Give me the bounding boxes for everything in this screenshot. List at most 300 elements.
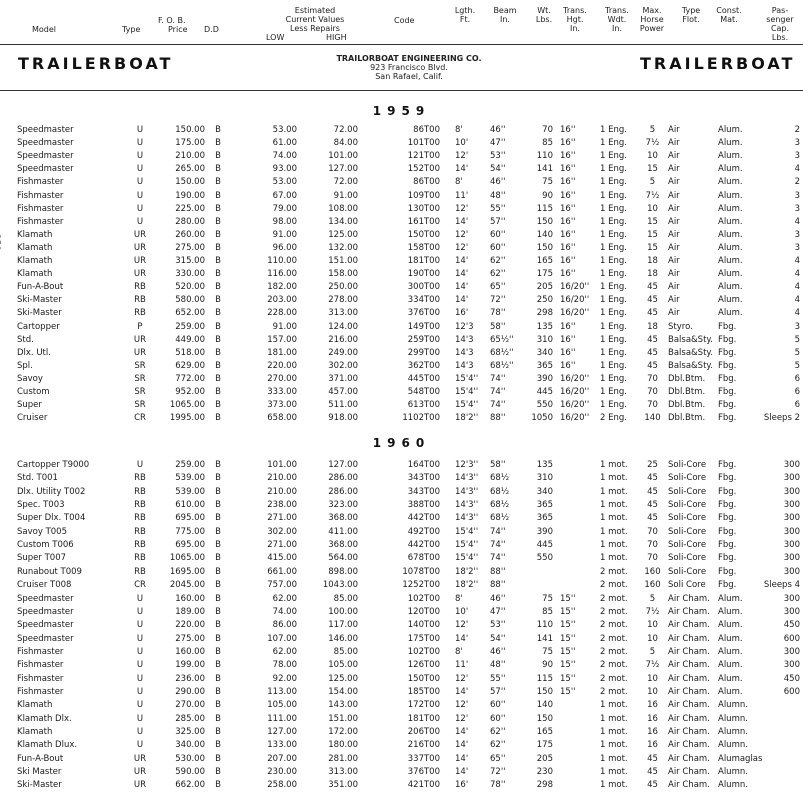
cell-model: Savoy	[17, 373, 43, 384]
cell-low: 373.00	[267, 400, 297, 411]
cell-high: 898.00	[328, 566, 358, 577]
col-wdt: Wdt.	[607, 15, 627, 24]
cell-wt: 75	[542, 593, 553, 604]
cell-lgth: 14'3''	[455, 473, 479, 484]
cell-lgth: 12'	[455, 151, 469, 162]
cell-low: 107.00	[267, 633, 297, 644]
cell-hp: 45	[647, 513, 658, 524]
cell-code: 121T00	[407, 151, 440, 162]
cell-dd: B	[215, 229, 221, 240]
table-row	[0, 136, 803, 150]
cell-mat: Fbg.	[718, 360, 737, 371]
cell-wt: 135	[536, 321, 553, 332]
table-row	[0, 511, 803, 525]
cell-dd: B	[215, 686, 221, 697]
cell-hp: 70	[647, 400, 658, 411]
cell-type: U	[136, 125, 144, 135]
cell-code: 1252T00	[402, 580, 440, 591]
cell-price: 236.00	[175, 673, 205, 684]
cell-hgt: 15''	[560, 633, 576, 644]
cell-low: 93.00	[272, 164, 297, 175]
table-row	[0, 578, 803, 592]
cell-wt: 298	[536, 780, 553, 791]
cell-lgth: 14'	[455, 727, 469, 737]
cell-mat: Alumn.	[718, 740, 748, 751]
cell-flot: Dbl.Btm.	[668, 387, 706, 397]
cell-beam: 58''	[490, 460, 506, 470]
cell-model: Cruiser T008	[17, 580, 72, 591]
col-model: Model	[32, 25, 57, 34]
table-row	[0, 346, 803, 360]
cell-hgt: 16/20''	[560, 295, 590, 306]
cell-hp: 45	[647, 282, 658, 293]
cell-lgth: 14'3''	[455, 486, 479, 497]
cell-beam: 74''	[490, 387, 506, 397]
cell-price: 772.00	[175, 373, 205, 384]
company-city: San Rafael, Calif.	[375, 72, 443, 81]
table-row	[0, 189, 803, 203]
cell-price: 220.00	[175, 620, 205, 631]
cell-lgth: 14'	[455, 740, 469, 751]
table-row	[0, 485, 803, 499]
table-row	[0, 411, 803, 425]
table-row	[0, 175, 803, 189]
cell-wt: 90	[542, 190, 553, 201]
cell-mat: Alum.	[718, 308, 743, 319]
cell-hp: 5	[649, 125, 656, 135]
cell-dd: B	[215, 138, 221, 149]
cell-mat: Fbg.	[718, 500, 737, 511]
cell-model: Speedmaster	[17, 164, 74, 175]
cell-mat: Alum.	[718, 593, 743, 604]
cell-hgt: 15''	[560, 620, 576, 631]
cell-low: 220.00	[267, 360, 297, 371]
cell-beam: 88''	[490, 580, 506, 591]
cell-low: 203.00	[267, 295, 297, 306]
cell-cap: 6	[794, 387, 800, 397]
cell-price: 285.00	[175, 713, 205, 724]
cell-lgth: 12'3	[455, 321, 474, 332]
cell-dd: B	[215, 203, 221, 214]
cell-code: 492T00	[407, 526, 440, 537]
cell-type: RB	[134, 513, 146, 524]
cell-beam: 62''	[490, 269, 506, 280]
cell-mat: Alum.	[718, 164, 743, 175]
cell-dd: B	[215, 282, 221, 293]
cell-dd: B	[215, 321, 221, 332]
cell-hgt: 15''	[560, 646, 576, 657]
cell-wt: 75	[542, 646, 553, 657]
cell-price: 150.00	[175, 125, 205, 135]
cell-model: Spec. T003	[17, 500, 65, 511]
col-less-repairs: Less Repairs	[290, 24, 340, 33]
cell-trans: 1 mot.	[600, 700, 628, 711]
cell-model: Klamath Dlx.	[17, 713, 72, 724]
cell-wt: 550	[536, 400, 553, 411]
cell-wt: 550	[536, 553, 553, 564]
cell-beam: 55''	[490, 203, 506, 214]
cell-high: 85.00	[333, 593, 358, 604]
cell-dd: B	[215, 413, 221, 424]
cell-hp: 18	[647, 269, 658, 280]
cell-price: 449.00	[175, 334, 205, 345]
cell-model: Speedmaster	[17, 593, 74, 604]
table-row	[0, 385, 803, 399]
cell-high: 172.00	[328, 727, 358, 737]
cell-wt: 310	[536, 334, 553, 345]
cell-model: Fishmaster	[17, 203, 64, 214]
cell-price: 695.00	[175, 540, 205, 551]
cell-model: Klamath	[17, 269, 53, 280]
cell-high: 564.00	[328, 553, 358, 564]
cell-hgt: 16''	[560, 256, 576, 266]
cell-beam: 68½	[490, 513, 510, 524]
cell-low: 271.00	[267, 513, 297, 524]
cell-type: RB	[134, 553, 146, 564]
cell-wt: 70	[542, 125, 553, 135]
cell-code: 190T00	[407, 269, 440, 280]
cell-wt: 365	[536, 500, 553, 511]
cell-mat: Alum.	[718, 229, 743, 240]
cell-high: 125.00	[328, 229, 358, 240]
cell-flot: Air Cham.	[668, 767, 710, 778]
cell-dd: B	[215, 242, 221, 253]
cell-lgth: 12'	[455, 700, 469, 711]
table-row	[0, 565, 803, 579]
cell-mat: Alum.	[718, 203, 743, 214]
cell-beam: 57''	[490, 686, 506, 697]
manufacturer-address	[324, 54, 494, 81]
cell-wt: 310	[536, 473, 553, 484]
cell-dd: B	[215, 780, 221, 791]
cell-cap: 5	[794, 334, 800, 345]
cell-beam: 78''	[490, 780, 506, 791]
cell-low: 302.00	[267, 526, 297, 537]
cell-lgth: 15'4''	[455, 387, 479, 397]
cell-model: Speedmaster	[17, 620, 74, 631]
cell-mat: Alum.	[718, 242, 743, 253]
cell-beam: 48''	[490, 190, 506, 201]
cell-price: 175.00	[175, 138, 205, 149]
cell-wt: 150	[536, 242, 553, 253]
cell-cap: 6	[794, 373, 800, 384]
col-senger: senger	[766, 15, 794, 24]
cell-trans: 1 Eng.	[600, 295, 627, 306]
cell-flot: Balsa&Sty.	[668, 334, 713, 345]
company-name: TRAILORBOAT ENGINEERING CO.	[336, 54, 482, 63]
table-row	[0, 605, 803, 619]
cell-model: Super Dlx. T004	[17, 513, 86, 524]
cell-flot: Soli-Core	[668, 473, 707, 484]
cell-wt: 250	[536, 295, 553, 306]
cell-type: RB	[134, 282, 146, 293]
cell-hp: 15	[647, 216, 658, 227]
table-row	[0, 738, 803, 752]
cell-high: 351.00	[328, 780, 358, 791]
cell-dd: B	[215, 308, 221, 319]
cell-code: 216T00	[407, 740, 440, 751]
cell-low: 210.00	[267, 486, 297, 497]
cell-trans: 1 mot.	[600, 486, 628, 497]
col-code: Code	[394, 16, 415, 25]
cell-dd: B	[215, 727, 221, 737]
cell-model: Runabout T009	[17, 566, 82, 577]
cell-lgth: 14'	[455, 216, 469, 227]
cell-cap: 300	[783, 593, 800, 604]
cell-price: 539.00	[175, 486, 205, 497]
cell-hgt: 16''	[560, 125, 576, 135]
cell-trans: 2 mot.	[600, 673, 628, 684]
cell-flot: Air	[668, 177, 680, 188]
cell-beam: 74''	[490, 553, 506, 564]
cell-hp: 10	[647, 620, 658, 631]
cell-hp: 70	[647, 553, 658, 564]
cell-cap: 600	[783, 686, 800, 697]
cell-model: Dlx. Utl.	[17, 347, 51, 358]
cell-high: 101.00	[328, 151, 358, 162]
cell-low: 53.00	[272, 125, 297, 135]
cell-price: 225.00	[175, 203, 205, 214]
cell-cap: 300	[783, 606, 800, 617]
cell-model: Fishmaster	[17, 660, 64, 671]
cell-lgth: 15'4''	[455, 540, 479, 551]
cell-mat: Fbg.	[718, 347, 737, 358]
cell-model: Cruiser	[17, 413, 48, 424]
cell-model: Fun-A-Bout	[17, 753, 64, 764]
cell-model: Ski-Master	[17, 308, 62, 319]
cell-code: 442T00	[407, 513, 440, 524]
cell-flot: Air	[668, 269, 680, 280]
cell-code: 149T00	[407, 321, 440, 332]
cell-type: SR	[134, 360, 146, 371]
cell-price: 1065.00	[169, 400, 205, 411]
cell-price: 265.00	[175, 164, 205, 175]
cell-wt: 141	[536, 164, 553, 175]
cell-lgth: 14'	[455, 686, 469, 697]
cell-wt: 340	[536, 486, 553, 497]
cell-price: 695.00	[175, 513, 205, 524]
cell-low: 228.00	[267, 308, 297, 319]
cell-trans: 1 Eng.	[600, 360, 627, 371]
cell-mat: Alum.	[718, 216, 743, 227]
table-row	[0, 254, 803, 268]
cell-beam: 46''	[490, 177, 506, 188]
cell-cap: 3	[794, 138, 800, 149]
cell-flot: Air Cham.	[668, 740, 710, 751]
cell-mat: Alum.	[718, 256, 743, 266]
cell-mat: Fbg.	[718, 566, 737, 577]
col-mat: Mat.	[720, 15, 738, 24]
cell-beam: 58''	[490, 321, 506, 332]
cell-mat: Alum.	[718, 138, 743, 149]
cell-beam: 55''	[490, 673, 506, 684]
cell-beam: 54''	[490, 164, 506, 175]
cell-code: 158T00	[407, 242, 440, 253]
cell-trans: 1 Eng.	[600, 373, 627, 384]
cell-lgth: 10'	[455, 606, 469, 617]
cell-cap: 3	[794, 190, 800, 201]
cell-wt: 115	[536, 203, 553, 214]
cell-high: 286.00	[328, 486, 358, 497]
cell-wt: 365	[536, 360, 553, 371]
table-row	[0, 498, 803, 512]
cell-code: 337T00	[407, 753, 440, 764]
cell-hgt: 16''	[560, 151, 576, 162]
cell-type: UR	[133, 242, 147, 253]
cell-low: 133.00	[267, 740, 297, 751]
cell-beam: 46''	[490, 646, 506, 657]
cell-code: 175T00	[407, 633, 440, 644]
cell-wt: 90	[542, 660, 553, 671]
cell-wt: 135	[536, 460, 553, 470]
cell-low: 230.00	[267, 767, 297, 778]
cell-low: 333.00	[267, 387, 297, 397]
cell-trans: 1 Eng.	[600, 125, 627, 135]
cell-cap: 300	[783, 553, 800, 564]
cell-high: 91.00	[333, 190, 358, 201]
cell-trans: 1 Eng.	[600, 177, 627, 188]
cell-lgth: 12'	[455, 673, 469, 684]
cell-code: 445T00	[407, 373, 440, 384]
cell-high: 117.00	[328, 620, 358, 631]
cell-code: 376T00	[407, 308, 440, 319]
cell-code: 185T00	[407, 686, 440, 697]
cell-flot: Air	[668, 138, 680, 149]
cell-high: 158.00	[328, 269, 358, 280]
header-rule	[0, 44, 803, 45]
cell-beam: 74''	[490, 540, 506, 551]
cell-price: 652.00	[175, 308, 205, 319]
cell-hp: 5	[649, 646, 656, 657]
cell-high: 278.00	[328, 295, 358, 306]
col-type-flot: Type	[681, 6, 701, 15]
col-max: Max.	[642, 6, 662, 15]
table-row	[0, 280, 803, 294]
cell-mat: Fbg.	[718, 553, 737, 564]
col-hgt-in: In.	[570, 24, 580, 33]
cell-beam: 60''	[490, 700, 506, 711]
table-row	[0, 698, 803, 712]
cell-type: U	[136, 593, 144, 604]
cell-price: 199.00	[175, 660, 205, 671]
cell-high: 511.00	[328, 400, 358, 411]
cell-trans: 1 Eng.	[600, 400, 627, 411]
cell-dd: B	[215, 500, 221, 511]
cell-flot: Air	[668, 229, 680, 240]
cell-wt: 390	[536, 373, 553, 384]
cell-lgth: 14'3	[455, 334, 474, 345]
cell-low: 78.00	[272, 660, 297, 671]
cell-model: Ski Master	[17, 767, 62, 778]
cell-code: 343T00	[407, 486, 440, 497]
cell-hp: 45	[647, 486, 658, 497]
cell-lgth: 18'2''	[455, 413, 479, 424]
cell-mat: Fbg.	[718, 400, 737, 411]
cell-mat: Alumn.	[718, 727, 748, 737]
cell-model: Klamath	[17, 256, 53, 266]
cell-mat: Alum.	[718, 673, 743, 684]
cell-code: 299T00	[407, 347, 440, 358]
col-lgth: Lgth.	[454, 6, 476, 15]
cell-type: RB	[134, 526, 146, 537]
cell-flot: Air Cham.	[668, 606, 710, 617]
cell-lgth: 14'3''	[455, 500, 479, 511]
cell-cap: 300	[783, 646, 800, 657]
cell-code: 343T00	[407, 473, 440, 484]
cell-wt: 298	[536, 308, 553, 319]
cell-flot: Air Cham.	[668, 780, 710, 791]
col-const: Const.	[716, 6, 742, 15]
cell-price: 518.00	[175, 347, 205, 358]
cell-high: 85.00	[333, 646, 358, 657]
cell-hgt: 15''	[560, 673, 576, 684]
cell-beam: 60''	[490, 713, 506, 724]
cell-price: 340.00	[175, 740, 205, 751]
cell-cap: 300	[783, 473, 800, 484]
cell-flot: Balsa&Sty.	[668, 347, 713, 358]
cell-trans: 1 mot.	[600, 767, 628, 778]
cell-flot: Air	[668, 216, 680, 227]
cell-mat: Fbg.	[718, 540, 737, 551]
cell-mat: Fbg.	[718, 413, 737, 424]
cell-low: 415.00	[267, 553, 297, 564]
cell-dd: B	[215, 151, 221, 162]
cell-wt: 85	[542, 138, 553, 149]
table-row	[0, 672, 803, 686]
cell-low: 91.00	[272, 321, 297, 332]
cell-trans: 1 Eng.	[600, 321, 627, 332]
cell-type: U	[136, 700, 144, 711]
table-row	[0, 725, 803, 739]
cell-high: 154.00	[328, 686, 358, 697]
cell-model: Fishmaster	[17, 190, 64, 201]
cell-type: U	[136, 727, 144, 737]
col-trans-wdt: Trans.	[605, 6, 629, 15]
cell-trans: 2 Eng.	[600, 413, 627, 424]
cell-high: 249.00	[328, 347, 358, 358]
cell-type: U	[136, 646, 144, 657]
cell-hp: 160	[644, 566, 661, 577]
cell-type: U	[136, 740, 144, 751]
cell-beam: 74''	[490, 526, 506, 537]
cell-beam: 48''	[490, 660, 506, 671]
cell-high: 72.00	[333, 177, 358, 188]
cell-code: 334T00	[407, 295, 440, 306]
cell-beam: 46''	[490, 125, 506, 135]
cell-dd: B	[215, 540, 221, 551]
cell-code: 150T00	[407, 673, 440, 684]
cell-dd: B	[215, 486, 221, 497]
cell-trans: 1 mot.	[600, 553, 628, 564]
cell-low: 79.00	[272, 203, 297, 214]
cell-hgt: 16''	[560, 164, 576, 175]
cell-code: 120T00	[407, 606, 440, 617]
cell-beam: 88''	[490, 413, 506, 424]
cell-trans: 2 mot.	[600, 686, 628, 697]
table-row	[0, 551, 803, 565]
cell-lgth: 12'	[455, 242, 469, 253]
cell-model: Klamath	[17, 700, 53, 711]
cell-low: 62.00	[272, 593, 297, 604]
cell-lgth: 14'	[455, 269, 469, 280]
cell-hp: 45	[647, 780, 658, 791]
cell-dd: B	[215, 295, 221, 306]
col-low: LOW	[266, 33, 285, 42]
cell-lgth: 11'	[455, 660, 469, 671]
cell-flot: Air	[668, 295, 680, 306]
cell-high: 105.00	[328, 660, 358, 671]
cell-dd: B	[215, 347, 221, 358]
